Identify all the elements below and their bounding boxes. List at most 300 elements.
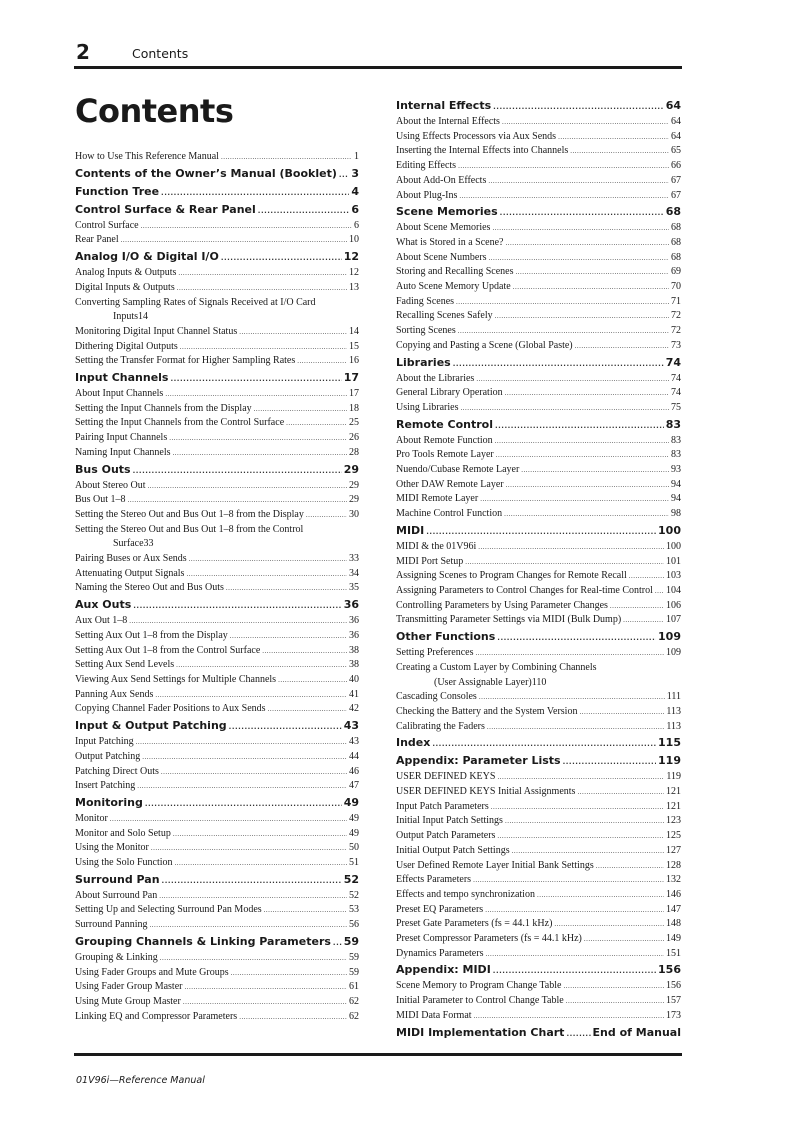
toc-page-number: 34 <box>349 567 359 579</box>
toc-entry-input-patch-parameters[interactable] <box>396 800 681 815</box>
toc-leader-dots <box>180 340 347 355</box>
toc-page-number: 64 <box>671 130 681 142</box>
footer-rule <box>74 1053 682 1056</box>
toc-page-number: 52 <box>349 889 359 901</box>
toc-entry-viewing-aux-send-settings-for-multiple-channels[interactable] <box>75 673 359 688</box>
toc-entry-naming-the-stereo-out-and-bus-outs[interactable] <box>75 581 359 596</box>
toc-entry-setting-the-transfer-format-for-higher-sampling-[interactable] <box>75 354 359 369</box>
toc-leader-dots <box>496 448 669 463</box>
toc-entry-initial-output-patch-settings[interactable] <box>396 844 681 859</box>
toc-entry-using-the-monitor[interactable] <box>75 841 359 856</box>
toc-leader-dots <box>575 339 669 354</box>
toc-entry-naming-input-channels[interactable] <box>75 446 359 461</box>
toc-page-number: 65 <box>671 145 681 157</box>
toc-entry-setting-the-input-channels-from-the-display[interactable] <box>75 402 359 417</box>
toc-page-number: 73 <box>671 339 681 351</box>
toc-page-number: 151 <box>666 947 681 959</box>
toc-entry-using-the-solo-function[interactable] <box>75 856 359 871</box>
toc-page-number: 66 <box>671 160 681 172</box>
toc-entry-analog-i-o-digital-i-o[interactable] <box>75 249 359 266</box>
toc-entry-title: Input Patch Parameters <box>396 800 489 812</box>
toc-entry-title: Input Patching <box>75 736 134 748</box>
toc-entry-title: Setting the Stereo Out and Bus Out 1–8 from the Control <box>75 523 304 535</box>
toc-leader-dots <box>554 917 664 932</box>
toc-entry-about-scene-numbers[interactable] <box>396 251 681 266</box>
toc-entry-aux-outs[interactable] <box>75 597 359 614</box>
toc-entry-recalling-scenes-safely[interactable] <box>396 309 681 324</box>
toc-entry-setting-preferences[interactable] <box>396 646 681 661</box>
toc-leader-dots <box>159 889 347 904</box>
toc-entry-title: Editing Effects <box>396 160 457 172</box>
toc-entry-midi-the-01v96i[interactable] <box>396 540 681 555</box>
toc-page-number: 104 <box>666 584 681 596</box>
toc-entry-input-patching[interactable] <box>75 735 359 750</box>
toc-leader-dots <box>239 325 347 340</box>
toc-page-number: End of Manual <box>592 1025 681 1039</box>
toc-entry-about-stereo-out[interactable] <box>75 479 359 494</box>
toc-entry-setting-the-stereo-out-and-bus-out-1-8-from-the-[interactable] <box>75 523 359 552</box>
toc-page-number: 53 <box>349 904 359 916</box>
toc-entry-title: Aux Out 1–8 <box>75 615 128 627</box>
toc-entry-contents-of-the-owner-s-manual-booklet[interactable] <box>75 166 359 183</box>
toc-entry-using-fader-groups-and-mute-groups[interactable] <box>75 966 359 981</box>
toc-leader-dots <box>584 932 664 947</box>
toc-leader-dots <box>129 614 347 629</box>
toc-entry-preset-compressor-parameters-fs-44-1-khz[interactable] <box>396 932 681 947</box>
toc-entry-title: About the Libraries <box>396 372 475 384</box>
toc-entry-title: Initial Parameter to Control Change Table <box>396 995 564 1007</box>
toc-leader-dots <box>570 144 669 159</box>
toc-entry-title: MIDI Remote Layer <box>396 493 479 505</box>
toc-entry-title: Control Surface <box>75 219 139 231</box>
toc-entry-preset-gate-parameters-fs-44-1-khz[interactable] <box>396 917 681 932</box>
toc-page-number: 101 <box>666 555 681 567</box>
toc-entry-other-daw-remote-layer[interactable] <box>396 478 681 493</box>
toc-page-number: 59 <box>349 966 359 978</box>
toc-page-number: 33 <box>349 553 359 565</box>
toc-entry-digital-inputs-outputs[interactable] <box>75 281 359 296</box>
toc-entry-using-effects-processors-via-aux-sends[interactable] <box>396 130 681 145</box>
toc-leader-dots <box>239 1010 347 1025</box>
toc-entry-title: Analog I/O & Digital I/O <box>75 250 219 264</box>
toc-leader-dots <box>465 555 664 570</box>
toc-entry-monitor[interactable] <box>75 812 359 827</box>
toc-page-number: 69 <box>671 266 681 278</box>
toc-entry-converting-sampling-rates-of-signals-received-at[interactable] <box>75 296 359 325</box>
toc-entry-title: Copying and Pasting a Scene (Global Paste) <box>396 339 573 351</box>
toc-page-number: 26 <box>349 432 359 444</box>
toc-entry-title: Remote Control <box>396 417 493 431</box>
toc-entry-title: USER DEFINED KEYS Initial Assignments <box>396 786 576 798</box>
toc-entry-scene-memory-to-program-change-table[interactable] <box>396 979 681 994</box>
toc-entry-setting-the-stereo-out-and-bus-out-1-8-from-the-[interactable] <box>75 508 359 523</box>
toc-page-number: 83 <box>671 449 681 461</box>
toc-entry-title: Machine Control Function <box>396 508 503 520</box>
toc-entry-copying-and-pasting-a-scene-global-paste[interactable] <box>396 339 681 354</box>
toc-entry-about-add-on-effects[interactable] <box>396 174 681 189</box>
toc-page-number: 68 <box>671 236 681 248</box>
header-rule <box>74 66 682 69</box>
toc-page-number: 107 <box>666 614 681 626</box>
toc-entry-title: Monitor <box>75 812 108 824</box>
toc-entry-copying-channel-fader-positions-to-aux-sends[interactable] <box>75 702 359 717</box>
toc-entry-title: Grouping & Linking <box>75 951 158 963</box>
toc-entry-inserting-the-internal-effects-into-channels[interactable] <box>396 144 681 159</box>
toc-page-number: 33 <box>143 538 154 550</box>
toc-page-number: 38 <box>349 659 359 671</box>
toc-leader-dots <box>500 205 664 221</box>
toc-leader-dots <box>333 935 342 951</box>
toc-leader-dots <box>432 736 656 752</box>
toc-page-number: 119 <box>666 771 681 783</box>
toc-entry-scene-memories[interactable] <box>396 204 681 221</box>
toc-entry-creating-a-custom-layer-by-combining-channels[interactable] <box>396 661 681 690</box>
toc-entry-title: Insert Patching <box>75 780 136 792</box>
toc-entry-about-the-internal-effects[interactable] <box>396 115 681 130</box>
toc-leader-dots <box>476 372 669 387</box>
toc-leader-dots <box>262 644 347 659</box>
toc-entry-assigning-scenes-to-program-changes-for-remote-r[interactable] <box>396 569 681 584</box>
toc-leader-dots <box>521 463 669 478</box>
toc-entry-aux-out-1-8[interactable] <box>75 614 359 629</box>
toc-entry-analog-inputs-outputs[interactable] <box>75 266 359 281</box>
toc-leader-dots <box>655 584 664 599</box>
toc-entry-setting-aux-out-1-8-from-the-control-surface[interactable] <box>75 644 359 659</box>
toc-page-number: 6 <box>351 202 359 216</box>
toc-entry-checking-the-battery-and-the-system-version[interactable] <box>396 705 681 720</box>
toc-entry-title: Setting the Input Channels from the Control Surface <box>75 417 285 429</box>
toc-page-number: 6 <box>354 219 359 231</box>
toc-entry-bus-out-1-8[interactable] <box>75 493 359 508</box>
toc-entry-grouping-linking[interactable] <box>75 951 359 966</box>
toc-page-number: 72 <box>671 310 681 322</box>
toc-page-number: 43 <box>349 736 359 748</box>
toc-entry-title: Cascading Consoles <box>396 691 477 703</box>
toc-page-number: 64 <box>665 99 681 112</box>
page-title: Contents <box>75 92 234 130</box>
toc-entry-function-tree[interactable] <box>75 184 359 201</box>
toc-entry-cascading-consoles[interactable] <box>396 690 681 705</box>
toc-leader-dots <box>456 295 669 310</box>
toc-entry-general-library-operation[interactable] <box>396 386 681 401</box>
toc-entry-nuendo-cubase-remote-layer[interactable] <box>396 463 681 478</box>
toc-page-number: 14 <box>349 325 359 337</box>
toc-entry-title: Panning Aux Sends <box>75 688 154 700</box>
toc-page-number: 46 <box>349 765 359 777</box>
toc-entry-libraries[interactable] <box>396 355 681 372</box>
toc-leader-dots <box>495 418 664 434</box>
toc-entry-title: Fading Scenes <box>396 295 455 307</box>
toc-entry-pairing-input-channels[interactable] <box>75 431 359 446</box>
toc-entry-continuation <box>75 537 359 552</box>
toc-entry-rear-panel[interactable] <box>75 233 359 248</box>
toc-entry-title: Contents of the Owner’s Manual (Booklet) <box>75 166 337 180</box>
toc-entry-patching-direct-outs[interactable] <box>75 765 359 780</box>
toc-entry-title: Other DAW Remote Layer <box>396 478 504 490</box>
toc-leader-dots <box>502 115 669 130</box>
toc-leader-dots <box>458 159 669 174</box>
toc-entry-title: Setting the Input Channels from the Display <box>75 402 252 414</box>
toc-page-number: 13 <box>349 281 359 293</box>
toc-entry-attenuating-output-signals[interactable] <box>75 567 359 582</box>
toc-entry-output-patch-parameters[interactable] <box>396 829 681 844</box>
toc-entry-title: Naming Input Channels <box>75 446 171 458</box>
toc-page-number: 36 <box>349 615 359 627</box>
toc-leader-dots <box>133 598 341 614</box>
toc-entry-sorting-scenes[interactable] <box>396 324 681 339</box>
toc-entry-storing-and-recalling-scenes[interactable] <box>396 265 681 280</box>
toc-right-column <box>396 97 681 1042</box>
toc-entry-dynamics-parameters[interactable] <box>396 947 681 962</box>
toc-page-number: 62 <box>349 1010 359 1022</box>
toc-page-number: 146 <box>666 888 681 900</box>
toc-page-number: 74 <box>665 355 681 369</box>
toc-page-number: 147 <box>666 903 681 915</box>
toc-entry-title: Analog Inputs & Outputs <box>75 267 177 279</box>
toc-page-number: 67 <box>671 189 681 201</box>
toc-entry-remote-control[interactable] <box>396 417 681 434</box>
toc-entry-setting-the-input-channels-from-the-control-surf[interactable] <box>75 416 359 431</box>
toc-page-number: 67 <box>671 174 681 186</box>
toc-entry-title: Pairing Input Channels <box>75 432 168 444</box>
toc-leader-dots <box>563 979 664 994</box>
toc-entry-title: Aux Outs <box>75 598 132 612</box>
toc-leader-dots <box>175 856 347 871</box>
toc-leader-dots <box>165 387 347 402</box>
toc-leader-dots <box>170 371 341 387</box>
toc-entry-calibrating-the-faders[interactable] <box>396 720 681 735</box>
toc-entry-assigning-parameters-to-control-changes-for-real[interactable] <box>396 584 681 599</box>
toc-entry-title: Dynamics Parameters <box>396 947 484 959</box>
toc-leader-dots <box>264 903 347 918</box>
toc-entry-title: General Library Operation <box>396 387 503 399</box>
toc-page-number: 51 <box>349 857 359 869</box>
toc-leader-dots <box>145 796 342 812</box>
toc-page-number: 157 <box>666 995 681 1007</box>
toc-leader-dots <box>141 219 352 234</box>
toc-entry-control-surface[interactable] <box>75 219 359 234</box>
toc-entry-auto-scene-memory-update[interactable] <box>396 280 681 295</box>
toc-entry-index[interactable] <box>396 735 681 752</box>
toc-entry-appendix-parameter-lists[interactable] <box>396 753 681 770</box>
toc-entry-title: Using Fader Group Master <box>75 981 183 993</box>
toc-entry-user-defined-keys[interactable] <box>396 770 681 785</box>
toc-entry-preset-eq-parameters[interactable] <box>396 903 681 918</box>
toc-page-number: 18 <box>349 402 359 414</box>
toc-entry-using-libraries[interactable] <box>396 401 681 416</box>
toc-entry-title: About the Internal Effects <box>396 116 500 127</box>
toc-entry-input-output-patching[interactable] <box>75 718 359 735</box>
toc-page-number: 42 <box>349 703 359 715</box>
toc-leader-dots <box>488 174 669 189</box>
toc-entry-surround-pan[interactable] <box>75 872 359 889</box>
toc-entry-effects-parameters[interactable] <box>396 873 681 888</box>
toc-page-number: 29 <box>349 479 359 491</box>
toc-entry-title: Using the Solo Function <box>75 857 173 869</box>
toc-leader-dots <box>178 266 347 281</box>
toc-entry-title: Assigning Parameters to Control Changes for Real-time Control <box>396 584 653 596</box>
toc-entry-setting-aux-out-1-8-from-the-display[interactable] <box>75 629 359 644</box>
toc-entry-input-channels[interactable] <box>75 370 359 387</box>
toc-page-number: 93 <box>671 464 681 476</box>
toc-entry-title: Using Effects Processors via Aux Sends <box>396 130 557 142</box>
toc-leader-dots <box>537 888 664 903</box>
toc-entry-title: Initial Input Patch Settings <box>396 815 503 827</box>
toc-entry-title: Rear Panel <box>75 234 119 246</box>
toc-leader-dots <box>493 99 664 115</box>
toc-page-number: 30 <box>349 508 359 520</box>
toc-leader-dots <box>596 859 664 874</box>
toc-entry-linking-eq-and-compressor-parameters[interactable] <box>75 1010 359 1025</box>
toc-leader-dots <box>504 507 669 522</box>
toc-entry-title-cont: Inputs <box>113 311 138 323</box>
toc-entry-effects-and-tempo-synchronization[interactable] <box>396 888 681 903</box>
toc-entry-output-patching[interactable] <box>75 750 359 765</box>
toc-page-number: 62 <box>349 995 359 1007</box>
toc-entry-machine-control-function[interactable] <box>396 507 681 522</box>
toc-entry-title: Monitor and Solo Setup <box>75 827 171 839</box>
toc-page-number: 113 <box>666 705 681 717</box>
toc-entry-pairing-buses-or-aux-sends[interactable] <box>75 552 359 567</box>
toc-entry-grouping-channels-linking-parameters[interactable] <box>75 934 359 951</box>
toc-entry-title: Surround Panning <box>75 919 148 931</box>
toc-entry-monitor-and-solo-setup[interactable] <box>75 827 359 842</box>
toc-entry-midi-port-setup[interactable] <box>396 555 681 570</box>
toc-leader-dots <box>133 463 342 479</box>
toc-leader-dots <box>148 479 347 494</box>
toc-entry-using-fader-group-master[interactable] <box>75 980 359 995</box>
toc-entry-title: About Remote Function <box>396 434 493 446</box>
toc-entry-monitoring[interactable] <box>75 795 359 812</box>
toc-leader-dots <box>577 785 664 800</box>
toc-entry-title: What is Stored in a Scene? <box>396 236 504 248</box>
toc-entry-title: Bus Out 1–8 <box>75 494 126 506</box>
toc-page-number: 14 <box>138 311 148 323</box>
toc-page-number: 64 <box>671 116 681 127</box>
toc-entry-title: MIDI <box>396 523 425 537</box>
toc-leader-dots <box>475 646 664 661</box>
toc-page-number: 75 <box>671 401 681 413</box>
toc-leader-dots <box>485 947 664 962</box>
toc-entry-controlling-parameters-by-using-parameter-change[interactable] <box>396 599 681 614</box>
toc-entry-title: User Defined Remote Layer Initial Bank Settings <box>396 859 594 871</box>
toc-entry-about-surround-pan[interactable] <box>75 889 359 904</box>
toc-leader-dots <box>286 416 347 431</box>
toc-entry-insert-patching[interactable] <box>75 779 359 794</box>
toc-entry-user-defined-remote-layer-initial-bank-settings[interactable] <box>396 859 681 874</box>
toc-entry-title: Bus Outs <box>75 462 131 476</box>
toc-entry-transmitting-parameter-settings-via-midi-bulk-du[interactable] <box>396 613 681 628</box>
toc-entry-using-mute-group-master[interactable] <box>75 995 359 1010</box>
toc-entry-monitoring-digital-input-channel-status[interactable] <box>75 325 359 340</box>
toc-entry-editing-effects[interactable] <box>396 159 681 174</box>
toc-entry-midi-implementation-chart[interactable] <box>396 1025 681 1042</box>
toc-entry-title: Patching Direct Outs <box>75 765 159 777</box>
toc-page-number: 110 <box>531 676 547 688</box>
toc-entry-about-plug-ins[interactable] <box>396 189 681 204</box>
toc-entry-continuation <box>396 676 681 691</box>
toc-leader-dots <box>492 221 669 236</box>
toc-entry-setting-aux-send-levels[interactable] <box>75 658 359 673</box>
toc-entry-title-cont: Surface <box>113 538 144 550</box>
toc-leader-dots <box>493 963 656 979</box>
toc-entry-about-remote-function[interactable] <box>396 434 681 449</box>
toc-entry-initial-parameter-to-control-change-table[interactable] <box>396 994 681 1009</box>
toc-leader-dots <box>186 567 347 582</box>
toc-page-number: 49 <box>349 812 359 824</box>
toc-entry-title: Input Channels <box>75 371 169 385</box>
toc-entry-title: Appendix: MIDI <box>396 963 491 977</box>
toc-entry-appendix-midi[interactable] <box>396 962 681 979</box>
toc-page-number: 49 <box>349 827 359 839</box>
toc-entry-fading-scenes[interactable] <box>396 295 681 310</box>
toc-leader-dots <box>491 800 664 815</box>
toc-page-number: 50 <box>349 842 359 854</box>
toc-entry-initial-input-patch-settings[interactable] <box>396 814 681 829</box>
toc-leader-dots <box>563 754 656 770</box>
toc-entry-title: About Add-On Effects <box>396 174 487 186</box>
toc-entry-title: Checking the Battery and the System Version <box>396 705 578 717</box>
toc-leader-dots <box>497 630 656 646</box>
footer-text: 01V96i—Reference Manual <box>76 1075 205 1086</box>
toc-leader-dots <box>458 324 669 339</box>
toc-entry-how-to-use-this-reference-manual[interactable] <box>75 150 359 165</box>
toc-entry-about-input-channels[interactable] <box>75 387 359 402</box>
toc-page-number: 36 <box>349 629 359 641</box>
toc-entry-bus-outs[interactable] <box>75 462 359 479</box>
toc-leader-dots <box>610 599 664 614</box>
toc-leader-dots <box>495 434 669 449</box>
toc-leader-dots <box>169 431 347 446</box>
toc-entry-title: Control Surface & Rear Panel <box>75 202 256 216</box>
toc-entry-midi-data-format[interactable] <box>396 1009 681 1024</box>
toc-entry-title: About Scene Numbers <box>396 251 487 263</box>
toc-entry-midi-remote-layer[interactable] <box>396 492 681 507</box>
toc-entry-internal-effects[interactable] <box>396 98 681 115</box>
toc-leader-dots <box>278 673 347 688</box>
toc-entry-title: Setting Up and Selecting Surround Pan Modes <box>75 904 262 916</box>
toc-page-number: 3 <box>351 166 359 180</box>
toc-page-number: 44 <box>349 750 359 762</box>
toc-entry-setting-up-and-selecting-surround-pan-modes[interactable] <box>75 903 359 918</box>
toc-leader-dots <box>339 167 349 183</box>
toc-entry-dithering-digital-outputs[interactable] <box>75 340 359 355</box>
toc-leader-dots <box>121 233 347 248</box>
toc-entry-other-functions[interactable] <box>396 629 681 646</box>
toc-page-number: 121 <box>666 786 681 798</box>
toc-leader-dots <box>506 478 669 493</box>
toc-page-number: 148 <box>666 918 681 930</box>
toc-entry-about-scene-memories[interactable] <box>396 221 681 236</box>
toc-entry-midi[interactable] <box>396 523 681 540</box>
toc-entry-what-is-stored-in-a-scene[interactable] <box>396 236 681 251</box>
toc-entry-title: Using the Monitor <box>75 842 149 854</box>
toc-entry-title: How to Use This Reference Manual <box>75 151 219 162</box>
toc-entry-user-defined-keys-initial-assignments[interactable] <box>396 785 681 800</box>
toc-entry-pro-tools-remote-layer[interactable] <box>396 448 681 463</box>
toc-page-number: 36 <box>343 598 359 612</box>
toc-page-number: 128 <box>666 859 681 871</box>
toc-entry-surround-panning[interactable] <box>75 918 359 933</box>
toc-entry-about-the-libraries[interactable] <box>396 372 681 387</box>
toc-leader-dots <box>485 903 664 918</box>
toc-entry-title: Effects and tempo synchronization <box>396 888 535 900</box>
toc-entry-panning-aux-sends[interactable] <box>75 688 359 703</box>
toc-entry-control-surface-rear-panel[interactable] <box>75 202 359 219</box>
toc-page-number: 68 <box>671 251 681 263</box>
toc-leader-dots <box>297 354 347 369</box>
toc-leader-dots <box>142 750 347 765</box>
